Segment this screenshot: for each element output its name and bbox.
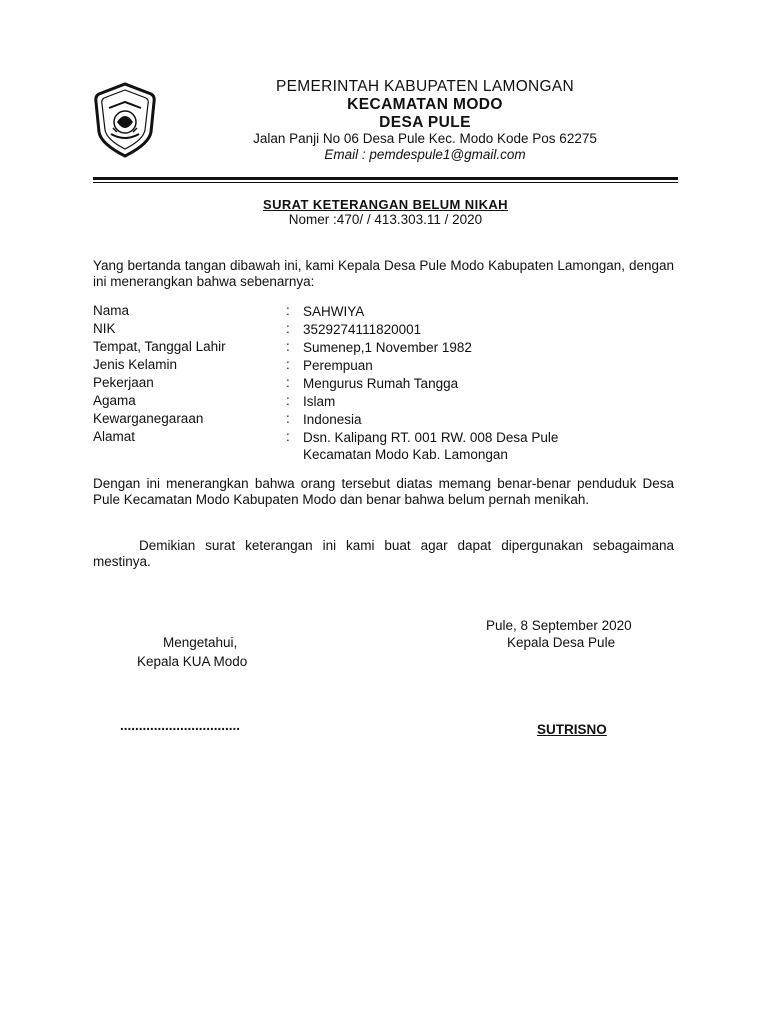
field-value-occupation: Mengurus Rumah Tangga <box>303 376 459 391</box>
field-label-nama: Nama <box>93 303 130 318</box>
field-value-religion: Islam <box>303 394 336 409</box>
header-email: Email : pemdespule1@gmail.com <box>324 147 526 162</box>
field-value-nik: 3529274111820001 <box>303 322 422 337</box>
header-district: KECAMATAN MODO <box>347 96 503 113</box>
statement-paragraph: Dengan ini menerangkan bahwa orang tersebut diatas memang benar-benar penduduk Desa Pule Kecamatan Modo Kabupaten Modo dan benar bahwa belum pernah menikah. <box>93 476 674 507</box>
header-government: PEMERINTAH KABUPATEN LAMONGAN <box>275 78 575 95</box>
place-date: Pule, 8 September 2020 <box>486 618 632 633</box>
regency-emblem-icon <box>93 82 157 158</box>
kua-head-role: Kepala KUA Modo <box>137 654 248 669</box>
field-colon: : <box>286 339 290 354</box>
field-label-occupation: Pekerjaan <box>93 375 154 390</box>
header-divider-thin <box>93 182 678 183</box>
field-colon: : <box>286 357 290 372</box>
field-value-citizenship: Indonesia <box>303 412 362 427</box>
field-value-nama: SAHWIYA <box>303 304 365 319</box>
acknowledged-label: Mengetahui, <box>163 635 238 650</box>
field-colon: : <box>286 375 290 390</box>
field-value-gender: Perempuan <box>303 358 373 373</box>
field-label-citizenship: Kewarganegaraan <box>93 411 204 426</box>
field-colon: : <box>286 321 290 336</box>
field-label-nik: NIK <box>93 321 116 336</box>
header-address: Jalan Panji No 06 Desa Pule Kec. Modo Kode Pos 62275 <box>253 131 597 146</box>
field-label-address: Alamat <box>93 429 136 444</box>
intro-paragraph: Yang bertanda tangan dibawah ini, kami Kepala Desa Pule Modo Kabupaten Lamongan, dengan ini menerangkan bahwa sebenarnya: <box>93 258 674 289</box>
field-value-birth: Sumenep,1 November 1982 <box>303 340 472 355</box>
letter-number: Nomer :470/ / 413.303.11 / 2020 <box>288 212 483 227</box>
field-label-gender: Jenis Kelamin <box>93 357 178 372</box>
field-label-birth: Tempat, Tanggal Lahir <box>93 339 226 354</box>
field-colon: : <box>286 429 290 444</box>
field-colon: : <box>286 393 290 408</box>
field-value-address: Dsn. Kalipang RT. 001 RW. 008 Desa Pule <box>303 430 559 445</box>
field-colon: : <box>286 303 290 318</box>
closing-paragraph: Demikian surat keterangan ini kami buat agar dapat dipergunakan sebagaimana mestinya. <box>93 538 674 569</box>
field-colon: : <box>286 411 290 426</box>
kua-signature-blank: ................................ <box>120 718 241 733</box>
header-divider-thick <box>93 177 678 180</box>
letter-title: SURAT KETERANGAN BELUM NIKAH <box>263 197 508 212</box>
field-value-address-line2: Kecamatan Modo Kab. Lamongan <box>303 447 508 462</box>
village-head-role: Kepala Desa Pule <box>507 635 616 650</box>
field-label-religion: Agama <box>93 393 136 408</box>
header-village: DESA PULE <box>379 114 471 131</box>
village-head-name: SUTRISNO <box>537 722 607 737</box>
